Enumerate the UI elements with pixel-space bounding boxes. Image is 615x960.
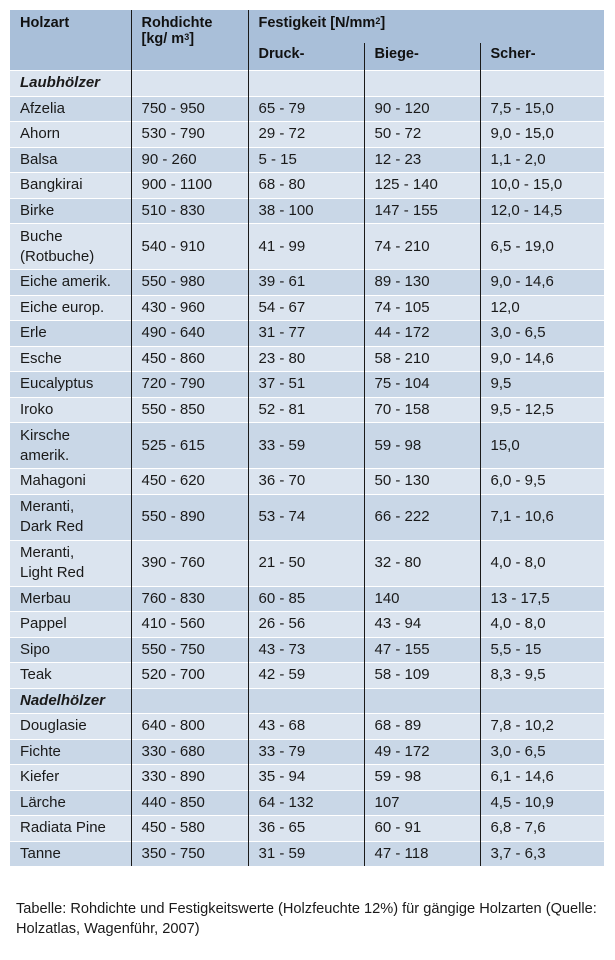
biege-cell: 125 - 140: [364, 173, 480, 199]
druck-cell: 5 - 15: [248, 147, 364, 173]
header-festigkeit: [248, 10, 604, 43]
density-cell: 550 - 750: [131, 637, 248, 663]
scher-cell: 8,3 - 9,5: [480, 663, 604, 689]
density-cell: 530 - 790: [131, 122, 248, 148]
wood-name: [10, 423, 131, 469]
table-row: [10, 765, 604, 791]
wood-name-line2: (Rotbuche): [20, 247, 95, 265]
density-cell: 750 - 950: [131, 96, 248, 122]
scher-cell: 4,0 - 8,0: [480, 612, 604, 638]
wood-name: [10, 397, 131, 423]
biege-cell: 47 - 155: [364, 637, 480, 663]
wood-name-line: Bangkirai: [20, 176, 83, 194]
density-cell: 490 - 640: [131, 321, 248, 347]
density-cell: 540 - 910: [131, 224, 248, 270]
density-cell: 450 - 580: [131, 816, 248, 842]
biege-cell: 50 - 130: [364, 469, 480, 495]
density-cell: 350 - 750: [131, 841, 248, 866]
druck-cell: 26 - 56: [248, 612, 364, 638]
wood-name: [10, 173, 131, 199]
density-cell: 450 - 860: [131, 346, 248, 372]
density-cell: 900 - 1100: [131, 173, 248, 199]
biege-cell: 12 - 23: [364, 147, 480, 173]
wood-name: [10, 540, 131, 586]
scher-cell: 13 - 17,5: [480, 586, 604, 612]
wood-name-line: Iroko: [20, 400, 54, 418]
header-scher: Scher-: [480, 43, 604, 71]
wood-name: [10, 816, 131, 842]
wood-name-line: Meranti,: [20, 498, 75, 515]
druck-cell: 38 - 100: [248, 198, 364, 224]
empty-cell: [248, 688, 364, 714]
scher-cell: 12,0: [480, 295, 604, 321]
wood-name: [10, 372, 131, 398]
biege-cell: 90 - 120: [364, 96, 480, 122]
wood-name-line: Eucalyptus: [20, 375, 94, 393]
wood-properties-table: [10, 10, 604, 866]
scher-cell: 3,7 - 6,3: [480, 841, 604, 866]
wood-name-line: Birke: [20, 201, 55, 219]
density-cell: 440 - 850: [131, 790, 248, 816]
density-cell: 550 - 890: [131, 494, 248, 540]
table-row: [10, 612, 604, 638]
wood-name-line: Ahorn: [20, 125, 61, 143]
wood-name-line: Erle: [20, 324, 47, 342]
table-row: [10, 714, 604, 740]
table-row: [10, 841, 604, 866]
wood-name-line: Meranti,: [20, 544, 75, 561]
table-caption: Tabelle: Rohdichte und Festigkeitswerte (Holzfeuchte 12%) für gängige Holzarten (Quelle: Holzatlas, Wagenführ, 2007): [16, 901, 597, 937]
empty-cell: [480, 71, 604, 97]
biege-cell: 58 - 210: [364, 346, 480, 372]
density-cell: 550 - 850: [131, 397, 248, 423]
biege-cell: 89 - 130: [364, 270, 480, 296]
druck-cell: 21 - 50: [248, 540, 364, 586]
druck-cell: 60 - 85: [248, 586, 364, 612]
table-row: [10, 270, 604, 296]
biege-cell: 147 - 155: [364, 198, 480, 224]
scher-cell: 12,0 - 14,5: [480, 198, 604, 224]
scher-cell: 9,0 - 14,6: [480, 346, 604, 372]
density-cell: 720 - 790: [131, 372, 248, 398]
wood-name-line: Esche: [20, 349, 62, 367]
density-cell: 760 - 830: [131, 586, 248, 612]
table-row: [10, 469, 604, 495]
scher-cell: 15,0: [480, 423, 604, 469]
scher-cell: 9,0 - 15,0: [480, 122, 604, 148]
druck-cell: 42 - 59: [248, 663, 364, 689]
empty-cell: [364, 71, 480, 97]
table-row: [10, 321, 604, 347]
scher-cell: 3,0 - 6,5: [480, 739, 604, 765]
druck-cell: 64 - 132: [248, 790, 364, 816]
wood-name: [10, 96, 131, 122]
biege-cell: 74 - 210: [364, 224, 480, 270]
biege-cell: 140: [364, 586, 480, 612]
biege-cell: 50 - 72: [364, 122, 480, 148]
druck-cell: 41 - 99: [248, 224, 364, 270]
density-cell: 410 - 560: [131, 612, 248, 638]
druck-cell: 39 - 61: [248, 270, 364, 296]
table-header: [10, 10, 604, 71]
density-cell: 330 - 680: [131, 739, 248, 765]
scher-cell: 3,0 - 6,5: [480, 321, 604, 347]
wood-name: [10, 122, 131, 148]
wood-name: [10, 494, 131, 540]
header-druck: Druck-: [248, 43, 364, 71]
wood-name: [10, 321, 131, 347]
scher-cell: 1,1 - 2,0: [480, 147, 604, 173]
table-row: [10, 637, 604, 663]
wood-name-line: Douglasie: [20, 717, 87, 735]
druck-cell: 31 - 59: [248, 841, 364, 866]
wood-name: [10, 469, 131, 495]
druck-cell: 33 - 59: [248, 423, 364, 469]
wood-name: [10, 714, 131, 740]
druck-cell: 65 - 79: [248, 96, 364, 122]
druck-cell: 52 - 81: [248, 397, 364, 423]
biege-cell: 43 - 94: [364, 612, 480, 638]
density-cell: 430 - 960: [131, 295, 248, 321]
table-row: [10, 122, 604, 148]
wood-name-line2: amerik.: [20, 446, 70, 464]
wood-name-line: Eiche amerik.: [20, 273, 111, 291]
table-row: [10, 397, 604, 423]
section-label: Laubhölzer: [10, 71, 131, 97]
scher-cell: 7,8 - 10,2: [480, 714, 604, 740]
festigkeit-close: ]: [380, 15, 386, 31]
table-row: [10, 816, 604, 842]
druck-cell: 29 - 72: [248, 122, 364, 148]
biege-cell: 60 - 91: [364, 816, 480, 842]
header-rohdichte: [131, 10, 248, 71]
festigkeit-text: Festigkeit [N/mm: [258, 15, 376, 31]
wood-name: [10, 612, 131, 638]
table-row: [10, 423, 604, 469]
druck-cell: 23 - 80: [248, 346, 364, 372]
empty-cell: [364, 688, 480, 714]
wood-name-line: Balsa: [20, 150, 58, 168]
header-rohdichte-label: Rohdichte: [141, 15, 213, 31]
wood-name-line: Lärche: [20, 793, 66, 811]
wood-name: [10, 790, 131, 816]
wood-name: [10, 739, 131, 765]
wood-name: [10, 270, 131, 296]
header-holzart: Holzart: [10, 10, 131, 71]
empty-cell: [131, 71, 248, 97]
scher-cell: 6,5 - 19,0: [480, 224, 604, 270]
druck-cell: 43 - 73: [248, 637, 364, 663]
wood-name-line: Pappel: [20, 615, 67, 633]
druck-cell: 33 - 79: [248, 739, 364, 765]
scher-cell: 9,5: [480, 372, 604, 398]
density-cell: 550 - 980: [131, 270, 248, 296]
wood-name-line: Kiefer: [20, 768, 60, 786]
scher-cell: 7,1 - 10,6: [480, 494, 604, 540]
unit-exponent: 3: [184, 32, 190, 42]
wood-name: [10, 147, 131, 173]
wood-name: [10, 198, 131, 224]
density-cell: 520 - 700: [131, 663, 248, 689]
wood-name-line: Eiche europ.: [20, 298, 105, 316]
section-row: [10, 71, 604, 97]
wood-name-line: Sipo: [20, 640, 51, 658]
unit-close: ]: [189, 31, 195, 47]
biege-cell: 32 - 80: [364, 540, 480, 586]
scher-cell: 10,0 - 15,0: [480, 173, 604, 199]
druck-cell: 31 - 77: [248, 321, 364, 347]
table-row: [10, 198, 604, 224]
section-row: [10, 688, 604, 714]
table-row: [10, 96, 604, 122]
scher-cell: 7,5 - 15,0: [480, 96, 604, 122]
biege-cell: 66 - 222: [364, 494, 480, 540]
scher-cell: 9,0 - 14,6: [480, 270, 604, 296]
density-cell: 330 - 890: [131, 765, 248, 791]
wood-name-line: Mahagoni: [20, 472, 86, 490]
wood-name-line2: Light Red: [20, 564, 85, 581]
biege-cell: 75 - 104: [364, 372, 480, 398]
wood-name: [10, 346, 131, 372]
scher-cell: 4,5 - 10,9: [480, 790, 604, 816]
table-row: [10, 739, 604, 765]
density-cell: 450 - 620: [131, 469, 248, 495]
table-row: [10, 494, 604, 540]
wood-name: [10, 637, 131, 663]
biege-cell: 58 - 109: [364, 663, 480, 689]
wood-name-line: Fichte: [20, 742, 61, 760]
biege-cell: 59 - 98: [364, 423, 480, 469]
empty-cell: [480, 688, 604, 714]
density-cell: 510 - 830: [131, 198, 248, 224]
table-row: [10, 586, 604, 612]
biege-cell: 49 - 172: [364, 739, 480, 765]
scher-cell: 4,0 - 8,0: [480, 540, 604, 586]
table-row: [10, 173, 604, 199]
wood-name-line: Radiata Pine: [20, 819, 106, 837]
wood-name: [10, 224, 131, 270]
empty-cell: [131, 688, 248, 714]
druck-cell: 54 - 67: [248, 295, 364, 321]
scher-cell: 6,8 - 7,6: [480, 816, 604, 842]
wood-name-line2: Dark Red: [20, 518, 84, 535]
density-cell: 640 - 800: [131, 714, 248, 740]
druck-cell: 68 - 80: [248, 173, 364, 199]
density-cell: 525 - 615: [131, 423, 248, 469]
scher-cell: 6,0 - 9,5: [480, 469, 604, 495]
header-rohdichte-unit: [142, 31, 195, 47]
table-row: [10, 346, 604, 372]
wood-name: [10, 663, 131, 689]
table-row: [10, 372, 604, 398]
section-label: Nadelhölzer: [10, 688, 131, 714]
biege-cell: 107: [364, 790, 480, 816]
festigkeit-exponent: 2: [375, 16, 381, 26]
biege-cell: 44 - 172: [364, 321, 480, 347]
table-row: [10, 224, 604, 270]
biege-cell: 74 - 105: [364, 295, 480, 321]
biege-cell: 70 - 158: [364, 397, 480, 423]
druck-cell: 36 - 70: [248, 469, 364, 495]
table-row: [10, 790, 604, 816]
table-row: [10, 540, 604, 586]
druck-cell: 37 - 51: [248, 372, 364, 398]
biege-cell: 68 - 89: [364, 714, 480, 740]
wood-name-line: Merbau: [20, 589, 71, 607]
biege-cell: 59 - 98: [364, 765, 480, 791]
druck-cell: 53 - 74: [248, 494, 364, 540]
header-biege: Biege-: [364, 43, 480, 71]
table-row: [10, 147, 604, 173]
wood-name: [10, 841, 131, 866]
wood-name-line: Kirsche: [20, 426, 71, 444]
table-row: [10, 663, 604, 689]
wood-name: [10, 586, 131, 612]
wood-name: [10, 295, 131, 321]
empty-cell: [248, 71, 364, 97]
wood-name-line: Buche: [20, 227, 63, 245]
density-cell: 90 - 260: [131, 147, 248, 173]
druck-cell: 43 - 68: [248, 714, 364, 740]
druck-cell: 36 - 65: [248, 816, 364, 842]
table-body: [10, 71, 604, 867]
wood-name-line: Tanne: [20, 844, 61, 862]
druck-cell: 35 - 94: [248, 765, 364, 791]
wood-name: [10, 765, 131, 791]
biege-cell: 47 - 118: [364, 841, 480, 866]
scher-cell: 5,5 - 15: [480, 637, 604, 663]
wood-name-line: Afzelia: [20, 99, 66, 117]
unit-text: [kg/ m: [141, 31, 185, 47]
table-row: [10, 295, 604, 321]
density-cell: 390 - 760: [131, 540, 248, 586]
wood-name-line: Teak: [20, 666, 52, 684]
scher-cell: 6,1 - 14,6: [480, 765, 604, 791]
scher-cell: 9,5 - 12,5: [480, 397, 604, 423]
